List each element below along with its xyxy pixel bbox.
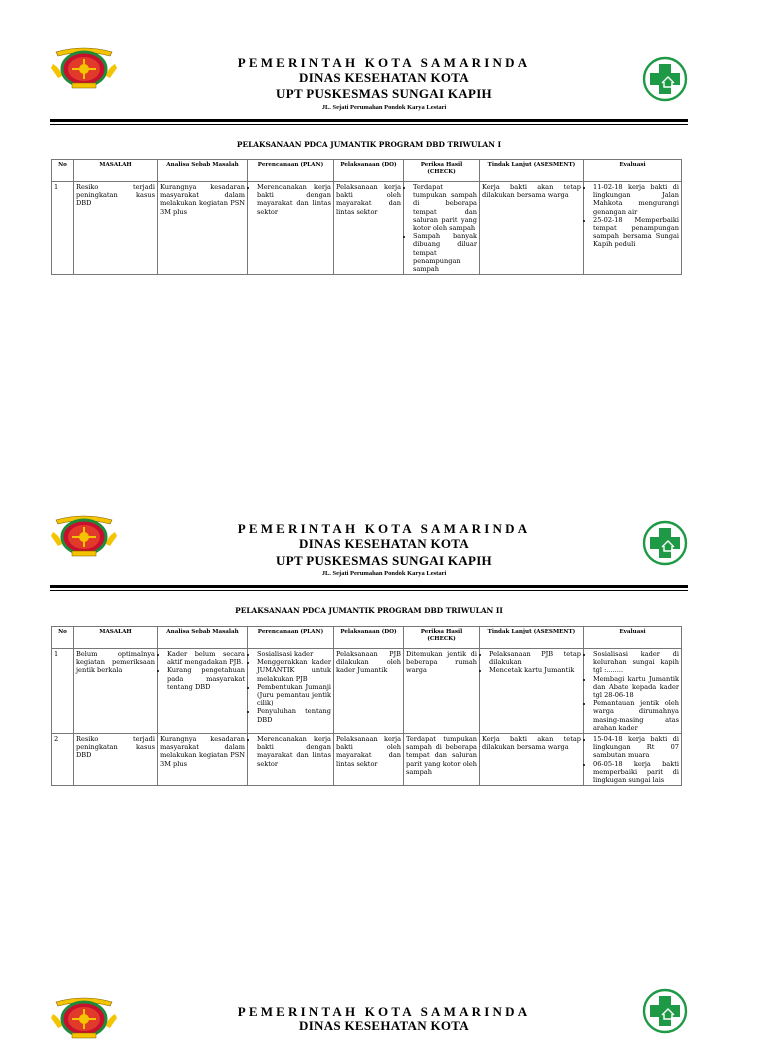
header-clinic: UPT PUSKESMAS SUNGAI KAPIH: [276, 553, 492, 568]
list-item: • Penyuluhan tentang DBD: [257, 707, 331, 723]
cell-evaluasi: [584, 649, 682, 734]
cell-check: Ditemukan jentik di beberapa rumah warga: [404, 649, 480, 734]
cell-check: Terdapat tumpukan sampah di beberapa tempat dan saluran parit yang kotor oleh sampah: [404, 734, 480, 786]
section-title: PELAKSANAAN PDCA JUMANTIK PROGRAM DBD TRIWULAN II: [235, 606, 503, 615]
cell-evaluasi: [584, 182, 682, 275]
table-header-row: [52, 627, 682, 649]
cell-analisa: Kurangnya kesadaran masyarakat dalam melakukan kegiatan PSN 3M plus: [158, 182, 248, 275]
header-divider: [50, 119, 688, 122]
list-item: • Terdapat tumpukan sampah di beberapa tempat dan saluran parit yang kotor oleh sampah: [413, 183, 477, 232]
col-plan: Perencanaan (PLAN): [248, 627, 334, 649]
health-cross-icon: [642, 988, 688, 1034]
cell-analisa: Kurangnya kesadaran masyarakat dalam melakukan kegiatan PSN 3M plus: [158, 734, 248, 786]
header-divider-thin: [50, 590, 688, 591]
header-government: PEMERINTAH KOTA SAMARINDA: [237, 521, 531, 536]
col-no: No: [52, 160, 74, 182]
city-emblem-icon: [50, 42, 118, 90]
city-emblem-icon: [50, 510, 118, 558]
cell-masalah: Belum optimalnya kegiatan pemeriksaan jentik berkala: [74, 649, 158, 734]
header-government: PEMERINTAH KOTA SAMARINDA: [237, 55, 531, 70]
col-analisa: Analisa Sebab Masalah: [158, 627, 248, 649]
list-item: • Pembentukan Jumanji (Juru pemantau jentik cilik): [257, 683, 331, 708]
cell-evaluasi: [584, 734, 682, 786]
health-cross-icon: [642, 520, 688, 566]
city-emblem-icon: [50, 992, 118, 1040]
list-item: • Sampah banyak dibuang diluar tempat penampungan sampah: [413, 232, 477, 273]
cell-analisa: [158, 649, 248, 734]
table-row: [52, 734, 682, 786]
col-no: No: [52, 627, 74, 649]
cell-no: 2: [52, 734, 74, 786]
cell-asesment: Kerja bakti akan tetap dilakukan bersama warga: [480, 734, 584, 786]
col-check: Periksa Hasil (CHECK): [404, 627, 480, 649]
col-do: Pelaksanaan (DO): [334, 160, 404, 182]
health-cross-icon: [642, 56, 688, 102]
list-item: • 25-02-18 Memperbaiki tempat penampungan sampah bersama Sungai Kapih peduli: [593, 216, 679, 249]
list-item: • Merencanakan kerja bakti dengan mayarakat dan lintas sektor: [257, 183, 331, 216]
cell-asesment: [480, 649, 584, 734]
header-address: JL. Sejati Perumahan Pondok Karya Lestari: [321, 570, 447, 577]
col-asesment: Tindak Lanjut (ASESMENT): [480, 160, 584, 182]
header-divider-thin: [50, 124, 688, 125]
cell-plan: [248, 734, 334, 786]
col-evaluasi: Evaluasi: [584, 160, 682, 182]
list-item: • Mencetak kartu Jumantik: [489, 666, 581, 674]
cell-do: Pelaksanaan kerja bakti oleh mayarakat dan lintas sektor: [334, 182, 404, 275]
col-check: Periksa Hasil (CHECK): [404, 160, 480, 182]
header-clinic: UPT PUSKESMAS SUNGAI KAPIH: [276, 86, 492, 101]
pdca-table: [51, 159, 682, 275]
cell-masalah: Resiko terjadi peningkatan kasus DBD: [74, 182, 158, 275]
list-item: • Pelaksanaan PJB tetap dilakukan: [489, 650, 581, 666]
list-item: • 15-04-18 kerja bakti di lingkungan Rt 07 sambutan muara: [593, 735, 679, 760]
cell-plan: [248, 182, 334, 275]
table-header-row: [52, 160, 682, 182]
cell-plan: [248, 649, 334, 734]
col-analisa: Analisa Sebab Masalah: [158, 160, 248, 182]
cell-do: Pelaksanaan PJB dilakukan oleh kader Jumantik: [334, 649, 404, 734]
list-item: • Merencanakan kerja bakti dengan mayarakat dan lintas sektor: [257, 735, 331, 768]
col-do: Pelaksanaan (DO): [334, 627, 404, 649]
cell-no: 1: [52, 649, 74, 734]
list-item: • Sosialisasi kader di kelurahan sungai kapih tgl :........: [593, 650, 679, 675]
col-masalah: MASALAH: [74, 627, 158, 649]
list-item: • Pemantauan jentik oleh warga dirumahnya masing-masing atas arahan kader: [593, 699, 679, 732]
table-row: [52, 182, 682, 275]
header-agency: DINAS KESEHATAN KOTA: [299, 1018, 469, 1033]
header-address: JL. Sejati Perumahan Pondok Karya Lestari: [321, 104, 447, 111]
section-title: PELAKSANAAN PDCA JUMANTIK PROGRAM DBD TRIWULAN I: [236, 140, 502, 149]
list-item: • Kader belum secara aktif mengadakan PJB.: [167, 650, 245, 666]
cell-check: [404, 182, 480, 275]
list-item: • Sosialisasi kader: [257, 650, 331, 658]
header-divider: [50, 585, 688, 588]
header-government: PEMERINTAH KOTA SAMARINDA: [237, 1004, 531, 1019]
list-item: • Membagi kartu Jumantik dan Abate kepada kader tgl 28-06-18: [593, 675, 679, 700]
header-agency: DINAS KESEHATAN KOTA: [299, 70, 469, 85]
list-item: • 11-02-18 kerja bakti di lingkungan Jalan Mahkota mengurangi genangan air: [593, 183, 679, 216]
list-item: • Kurang pengetahuan pada masyarakat tentang DBD: [167, 666, 245, 691]
header-agency: DINAS KESEHATAN KOTA: [299, 536, 469, 551]
pdca-table: [51, 626, 682, 786]
cell-asesment: Kerja bakti akan tetap dilakukan bersama warga: [480, 182, 584, 275]
table-row: [52, 649, 682, 734]
list-item: • 06-05-18 kerja bakti memperbaiki parit di lingkugan sungai lais: [593, 760, 679, 785]
cell-masalah: Resiko terjadi peningkatan kasus DBD: [74, 734, 158, 786]
cell-do: Pelaksanaan kerja bakti oleh mayarakat dan lintas sektor: [334, 734, 404, 786]
list-item: • Menggerakkan kader JUMANTIK untuk melakukan PJB: [257, 658, 331, 683]
col-masalah: MASALAH: [74, 160, 158, 182]
col-evaluasi: Evaluasi: [584, 627, 682, 649]
col-plan: Perencanaan (PLAN): [248, 160, 334, 182]
col-asesment: Tindak Lanjut (ASESMENT): [480, 627, 584, 649]
cell-no: 1: [52, 182, 74, 275]
